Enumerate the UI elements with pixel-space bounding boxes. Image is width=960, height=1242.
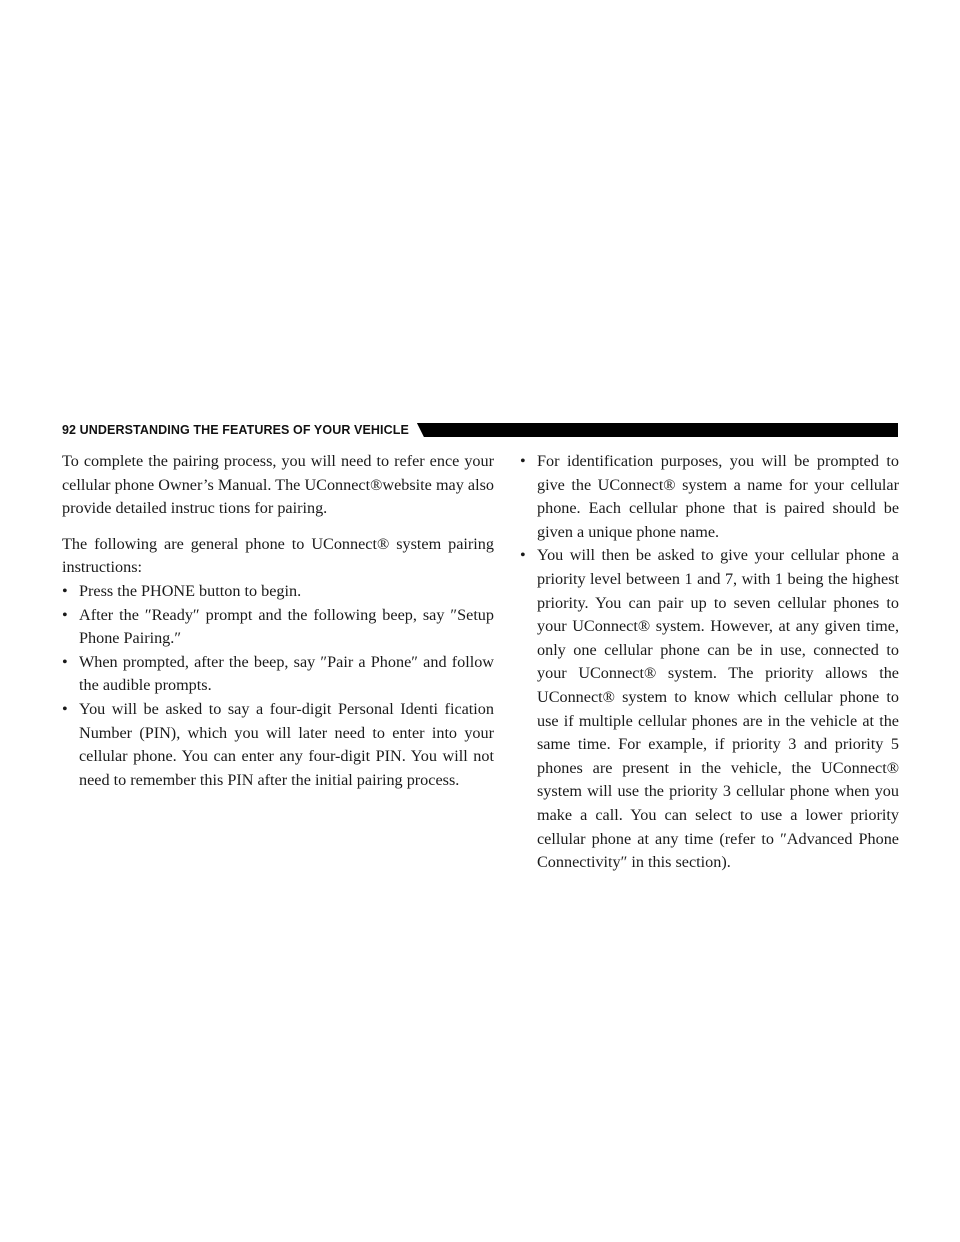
list-item	[520, 544, 899, 874]
instructions-intro-paragraph: The following are general phone to UConnect® system pairing instructions:	[62, 534, 494, 577]
page-header	[62, 421, 898, 439]
left-column	[62, 450, 494, 792]
bullet-icon: •	[62, 605, 68, 624]
list-item	[520, 450, 899, 544]
header-rule	[417, 423, 898, 437]
list-item-text: Press the PHONE button to begin.	[79, 581, 302, 600]
list-item	[62, 580, 494, 604]
bullet-icon: •	[62, 581, 68, 600]
right-column	[520, 450, 899, 875]
list-item-text: For identification purposes, you will be prompted to give the UConnect® system a name for your cellular phone. Each cellular phone that is paired should be given a unique phone name.	[537, 452, 899, 541]
list-item	[62, 651, 494, 698]
list-item-text: You will then be asked to give your cellular phone a priority level between 1 and 7, with 1 being the highest priority. You can pair up to seven cellular phones to your UConnect® system. However, at any given time, only one cellular phone can be in use, connected to your UConnect® system. The priority allows the UConnect® system to know which cellular phone to use if multiple cellular phones are in the vehicle at the same time. For example, if priority 3 and priority 5 phones are present in the vehicle, the UConnect® system will use the priority 3 cellular phone when you make a call. You can select to use a lower priority cellular phone at any time (refer to ″Advanced Phone Connectivity″ in this section).	[537, 546, 899, 872]
list-item	[62, 604, 494, 651]
bullet-icon: •	[62, 699, 68, 718]
list-item-text: When prompted, after the beep, say ″Pair a Phone″ and follow the audible prompts.	[79, 652, 494, 695]
list-item-text: You will be asked to say a four-digit Personal Identi fication Number (PIN), which you will later need to enter into your cellular phone. You can enter any four-digit PIN. You will not need to remember this PIN after the initial pairing process.	[79, 699, 494, 789]
list-item-text: After the ″Ready″ prompt and the following beep, say ″Setup Phone Pairing.″	[79, 605, 494, 648]
bullet-icon: •	[62, 652, 68, 671]
list-item	[62, 698, 494, 792]
bullet-icon: •	[520, 546, 526, 565]
intro-paragraph: To complete the pairing process, you will need to refer ence your cellular phone Owner’s Manual. The UConnect®website may also provide detailed instruc tions for pairing.	[62, 452, 494, 518]
header-title: 92 UNDERSTANDING THE FEATURES OF YOUR VEHICLE	[62, 423, 409, 437]
bullet-icon: •	[520, 452, 526, 470]
